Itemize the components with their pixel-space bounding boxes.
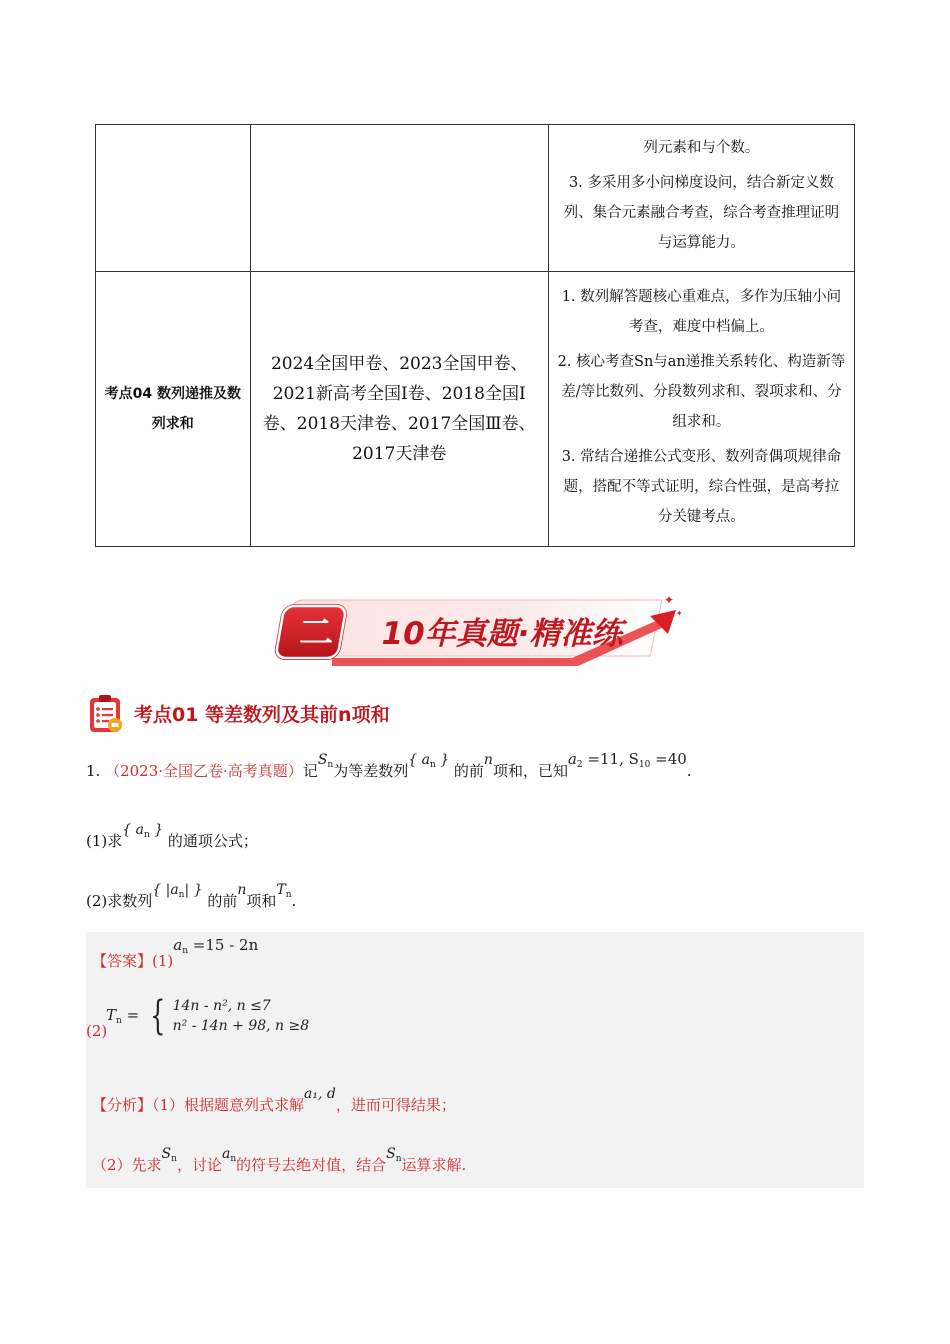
math-n: n: [237, 882, 247, 898]
section-title: 考点01 等差数列及其前n项和: [134, 703, 390, 726]
exam-points-table: [95, 124, 855, 547]
question-text: .: [291, 892, 297, 910]
answer-piecewise: [106, 993, 310, 1039]
answer-line-2-label: (2): [86, 1022, 108, 1040]
note-line: 列元素和与个数。: [643, 140, 760, 156]
svg-text:✦: ✦: [664, 593, 675, 607]
math-condition: $a_2 =11$, $S_{10} =40$: [567, 750, 687, 770]
math-sn: $S_n$: [386, 1146, 402, 1164]
analysis-text: （2）先求: [92, 1156, 162, 1174]
table-cell-notes: [548, 272, 854, 547]
question-text: 的通项公式；: [167, 832, 258, 850]
analysis-line-1: [92, 1086, 456, 1115]
analysis-text: 【分析】（1）根据题意列式求解: [92, 1096, 305, 1114]
analysis-text: 的符号去绝对值，结合: [236, 1156, 387, 1174]
note-line: 3. 常结合递推公式变形、数列奇偶项规律命题，搭配不等式证明，综合性强，是高考拉分关键考点。: [561, 448, 842, 525]
answer-label: 【答案】(1): [92, 952, 174, 970]
clipboard-icon: [86, 692, 126, 734]
analysis-line-2: [92, 1146, 467, 1176]
piecewise-case-1: 14n - n², n ≤7: [172, 998, 271, 1014]
math-n: n: [483, 752, 493, 768]
math-sn: $S_n$: [317, 752, 334, 770]
math-abs-an-set: { $|a_n|$ }: [152, 882, 203, 900]
question-text: 项和，已知: [492, 762, 568, 780]
math-tn: $T_n$: [276, 882, 292, 900]
note-line: 1. 数列解答题核心重难点，多作为压轴小问考查，难度中档偏上。: [561, 288, 842, 335]
question-source: （2023·全国乙卷·高考真题）: [105, 762, 303, 780]
table-cell-notes: [548, 125, 854, 272]
question-part1: [86, 822, 258, 852]
answer-line-1: [92, 936, 259, 972]
note-line: 3. 多采用多小问梯度设问，结合新定义数列、集合元素融合考查，综合考查推理证明与运算能力。: [563, 175, 840, 251]
analysis-text: ，进而可得结果；: [335, 1096, 456, 1114]
math-an-set: { $a_n$ }: [122, 822, 164, 840]
question-text: 项和: [246, 892, 277, 910]
table-cell-years: [250, 125, 548, 272]
table-row: [96, 125, 855, 272]
question-text: (1)求: [86, 832, 123, 850]
question-statement: [86, 750, 692, 782]
brace: {: [150, 993, 166, 1039]
question-text: 记: [302, 762, 318, 780]
banner-number: 二: [299, 613, 333, 653]
question-text: 的前: [453, 762, 484, 780]
math-an-set: { $a_n$ }: [408, 752, 450, 770]
math-an: $a_n$: [221, 1146, 237, 1164]
question-part2: [86, 882, 297, 912]
math-a1-d: a₁, d: [304, 1086, 336, 1102]
note-line: 2. 核心考查Sn与an递推关系转化、构造新等差/等比数列、分段数列求和、裂项求和、分组求和。: [557, 353, 846, 430]
math-tn: $T_n$ =: [106, 1006, 140, 1026]
analysis-text: 运算求解.: [401, 1156, 467, 1174]
piecewise-case-2: n² - 14n + 98, n ≥8: [172, 1018, 310, 1034]
question-text: .: [686, 762, 692, 780]
table-row: [96, 272, 855, 547]
banner-title: 10年真题·精准练: [381, 616, 623, 652]
question-text: (2)求数列: [86, 892, 153, 910]
question-text: 的前: [207, 892, 238, 910]
section-banner: [272, 586, 702, 670]
section-heading: [86, 692, 390, 734]
table-cell-years: 2024全国甲卷、2023全国甲卷、2021新高考全国Ⅰ卷、2018全国Ⅰ卷、2018天津卷、2017全国Ⅲ卷、2017天津卷: [250, 272, 548, 547]
svg-text:✦: ✦: [676, 609, 683, 618]
math-sn: $S_n$: [161, 1146, 177, 1164]
question-text: 为等差数列: [333, 762, 409, 780]
math-answer-an: $a_n =15 - 2n$: [173, 936, 259, 956]
table-cell-topic: [96, 125, 251, 272]
table-cell-topic: 考点04 数列递推及数列求和: [96, 272, 251, 547]
question-number: 1.: [86, 762, 101, 780]
analysis-text: ，讨论: [176, 1156, 222, 1174]
